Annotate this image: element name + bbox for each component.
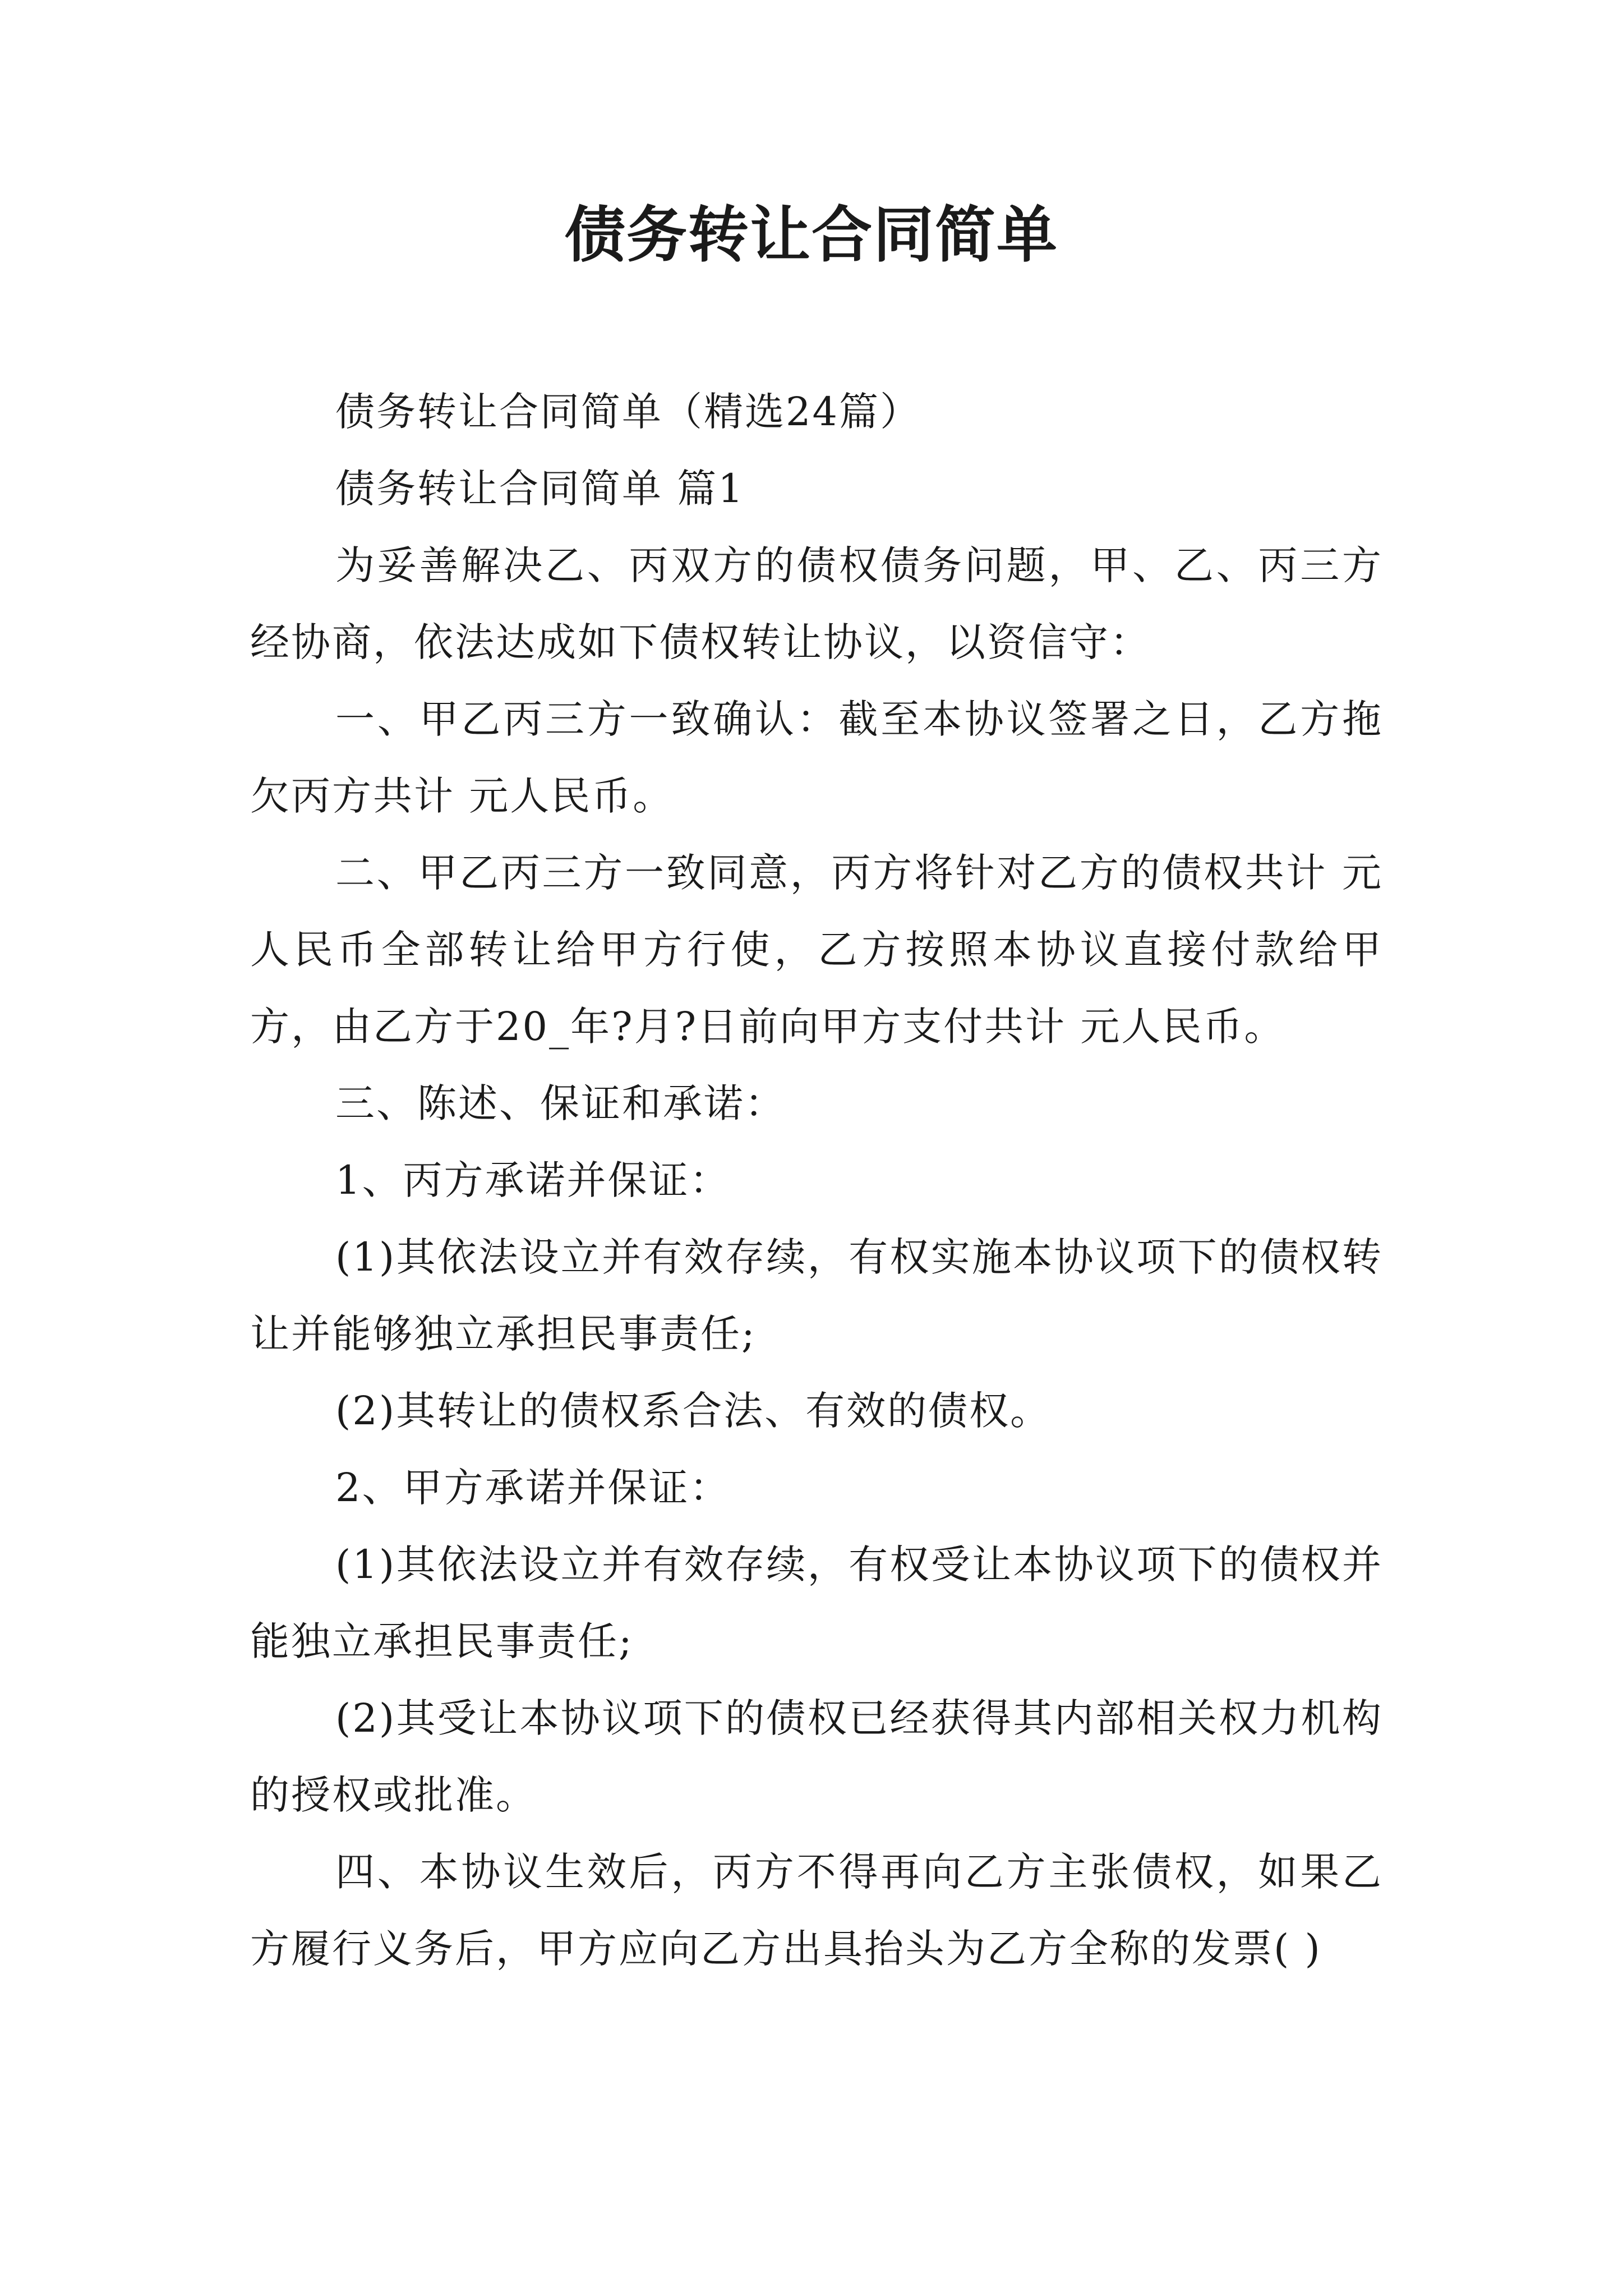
paragraph-clause-3-2-a: (1)其依法设立并有效存续，有权受让本协议项下的债权并能独立承担民事责任; [250,1542,1383,1664]
paragraph-clause-4: 四、本协议生效后，丙方不得再向乙方主张债权，如果乙方履行义务后，甲方应向乙方出具抬头为乙方全称的发票( ) [250,1849,1383,1972]
paragraph-clause-1: 一、甲乙丙三方一致确认：截至本协议签署之日，乙方拖欠丙方共计 元人民币。 [250,696,1383,819]
paragraph-clause-3-1-b: (2)其转让的债权系合法、有效的债权。 [335,1388,1052,1434]
paragraph-clause-3-1: 1、丙方承诺并保证： [335,1157,731,1203]
paragraph-clause-2: 二、甲乙丙三方一致同意，丙方将针对乙方的债权共计 元人民币全部转让给甲方行使，乙方按照本协议直接付款给甲方，由乙方于20_年?月?日前向甲方支付共计 元人民币。 [250,850,1383,1050]
document-title: 债务转让合同简单 [564,200,1058,270]
paragraph-section-heading: 债务转让合同简单 篇1 [335,466,745,512]
paragraph-preamble: 为妥善解决乙、丙双方的债权债务问题，甲、乙、丙三方经协商，依法达成如下债权转让协议，以资信守： [250,542,1383,665]
document-body [250,374,1383,1987]
paragraph-clause-3: 三、陈述、保证和承诺： [335,1080,786,1126]
paragraph-subtitle: 债务转让合同简单（精选24篇） [335,389,921,435]
paragraph-clause-3-2-b: (2)其受让本协议项下的债权已经获得其内部相关权力机构的授权或批准。 [250,1695,1383,1818]
paragraph-clause-3-1-a: (1)其依法设立并有效存续，有权实施本协议项下的债权转让并能够独立承担民事责任; [250,1234,1383,1357]
paragraph-clause-3-2: 2、甲方承诺并保证： [335,1465,731,1511]
